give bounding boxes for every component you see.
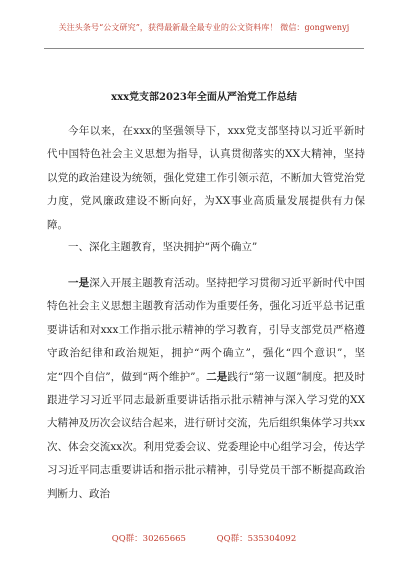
header-banner: 关注头条号“公文研究”，获得最新最全最专业的公文资料库！ 微信：gongwenyj (58, 23, 350, 32)
intro-paragraph: 今年以来，在xxx的坚强领导下，xxx党支部坚持以习近平新时代中国特色社会主义思想为指导，认真贯彻落实的XX大精神，坚持以党的政治建设为统领，强化党建工作引领示范，不断加大管党治党力度，党风廉政建设不断向好，为XX事业高质量发展提供有力保障。 (47, 125, 365, 231)
section-paragraph (47, 272, 365, 506)
footer-qq-group-1: QQ群：30265665 (111, 534, 186, 544)
document-title: xxx党支部2023年全面从严治党工作总结 (111, 92, 297, 103)
section-heading: 一、深化主题教育，坚决拥护“两个确立” (68, 241, 258, 253)
header-divider (44, 48, 364, 49)
lead-marker-1: 一是 (68, 277, 90, 289)
footer-qq-group-2: QQ群：535304092 (216, 534, 297, 544)
section-text-2: 践行“第一议题”制度。把及时跟进学习习近平同志最新重要讲话指示批示精神与深入学习党的XX大精神及历次会议结合起来，进行研讨交流，先后组织集体学习共xx次、体会交流xx次。利用党委会议、党委理论中心组学习会，传达学习习近平同志重要讲话和指示批示精神，引导党员干部不断提高政治判断力、政治 (47, 370, 365, 500)
lead-marker-2: 二是 (206, 370, 228, 383)
footer-contacts (0, 532, 408, 544)
section-text-1: 深入开展主题教育活动。坚持把学习贯彻习近平新时代中国特色社会主义思想主题教育活动作为重要任务，强化习近平总书记重要讲话和对xxx工作指示批示精神的学习教育，引导支部党员严格遵守政治纪律和政治规矩，拥护“两个确立”，强化“四个意识”，坚定“四个自信”，做到“两个维护”。 (47, 277, 366, 383)
